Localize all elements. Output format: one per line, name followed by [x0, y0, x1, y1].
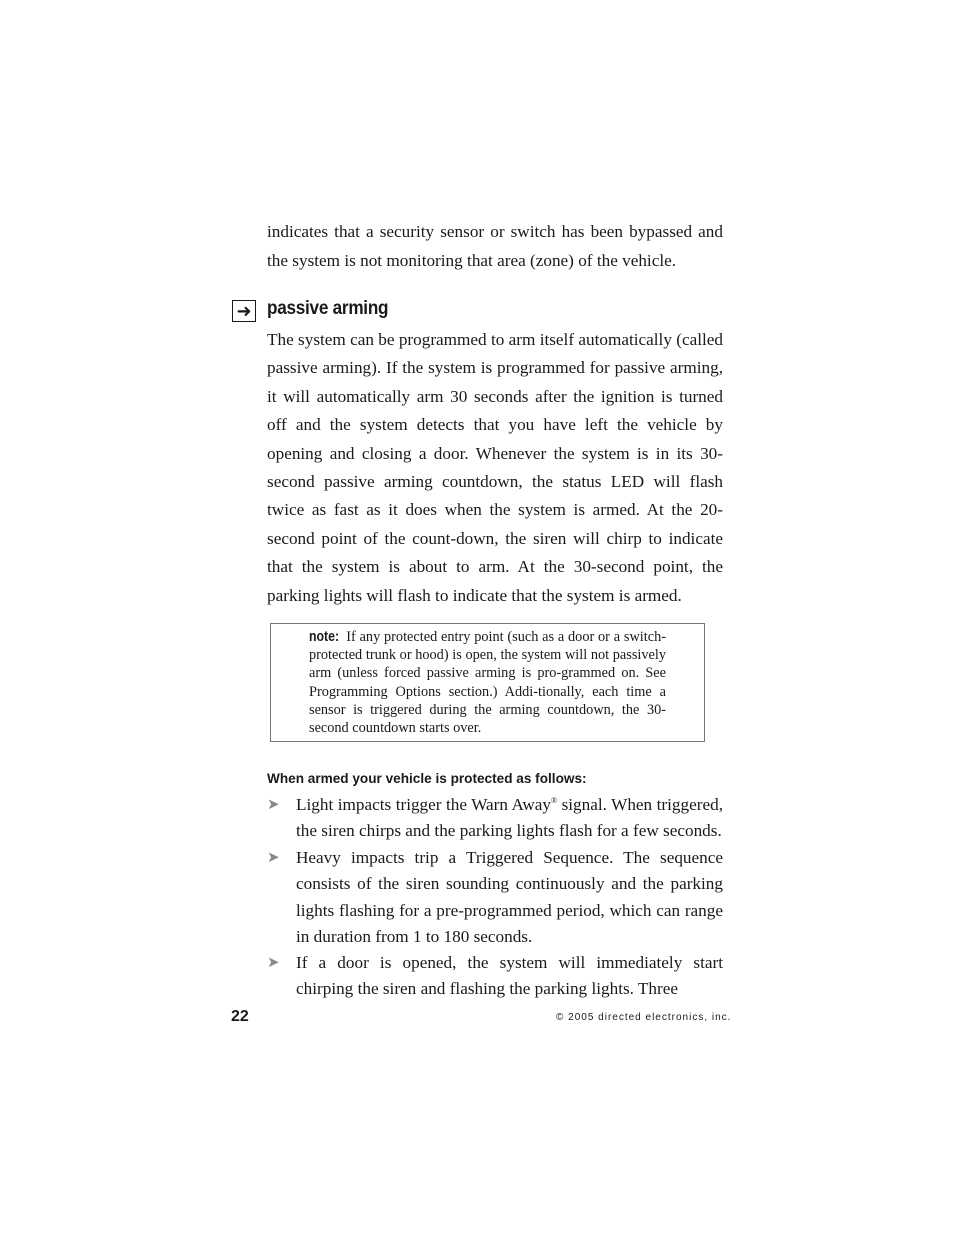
passive-arming-paragraph: The system can be programmed to arm itself automatically (called passive arming). If the system is programmed for passive arming, it will automatically arm 30 seconds after the ignition is turned off and the system detects that you have left the vehicle by opening and closing a door. Whenever the system is in its 30-second passive arming countdown, the status LED will flash twice as fast as it does when the system is armed. At the 20-second point of the count-down, the siren will chirp to indicate that the system is about to arm. At the 30-second point, the parking lights will flash to indicate that the system is armed. [267, 330, 723, 605]
bullet-arrow-icon: ➤ [267, 954, 280, 971]
note-body: If any protected entry point (such as a door or a switch-protected trunk or hood) is open, the system will not passively arm (unless forced passive arming is pro-grammed on. See Programming Options section.) Addi-tionally, each time a sensor is triggered during the arming countdown, the 30-second countdown starts over. [309, 629, 666, 737]
list-item-text-part: Light impacts trigger the Warn Away [296, 795, 551, 814]
copyright-notice: © 2005 directed electronics, inc. [556, 1012, 732, 1023]
section-heading: passive arming [267, 297, 389, 319]
list-item [267, 845, 723, 950]
page-number: 22 [231, 1008, 249, 1025]
note-box [270, 623, 705, 742]
note-text [309, 628, 666, 737]
intro-paragraph: indicates that a security sensor or switch has been bypassed and the system is not monitoring that area (zone) of the vehicle. [267, 222, 723, 270]
protection-subheading: When armed your vehicle is protected as follows: [267, 771, 587, 786]
bullet-arrow-icon: ➤ [267, 796, 280, 813]
list-item-text: Heavy impacts trip a Triggered Sequence. The sequence consists of the siren sounding continuously and the parking lights flashing for a pre-programmed period, which can range in duration from 1 to 180 seconds. [296, 848, 723, 946]
bullet-arrow-icon: ➤ [267, 849, 280, 866]
section-arrow-icon: ➜ [232, 300, 256, 322]
list-item [267, 950, 723, 1003]
registered-mark: ® [551, 796, 558, 805]
list-item-text [296, 792, 723, 845]
note-label: note: [309, 629, 340, 645]
list-item [267, 792, 723, 845]
list-item-text: If a door is opened, the system will immediately start chirping the siren and flashing the parking lights. Three [296, 953, 723, 999]
list-item-text-part: signal. When triggered, the siren chirps and the parking lights flash for a few seconds. [296, 795, 723, 841]
